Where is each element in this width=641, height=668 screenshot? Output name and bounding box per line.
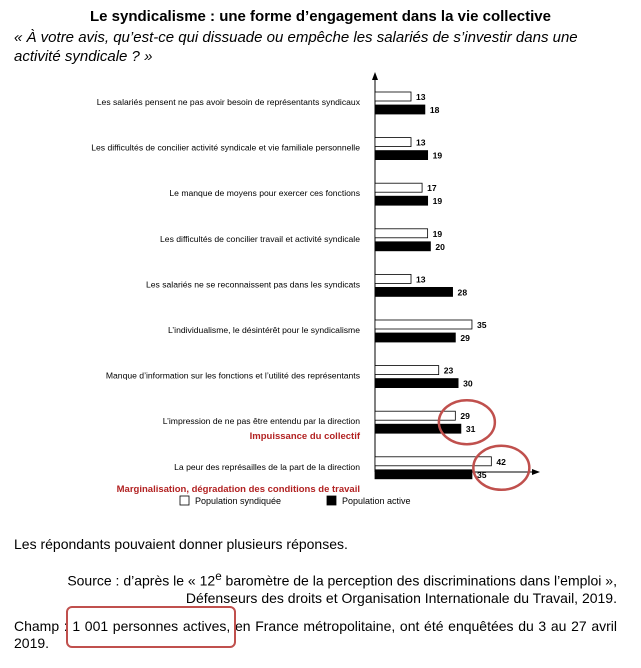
bar-active	[375, 151, 428, 160]
category-labels	[91, 97, 360, 472]
data-label: 28	[457, 287, 468, 298]
category-label: Le manque de moyens pour exercer ces fonctions	[169, 188, 360, 199]
annotation-label: Impuissance du collectif	[249, 431, 360, 443]
category-label: L’impression de ne pas être entendu par la direction	[162, 416, 360, 427]
bar-syndiquee	[375, 320, 472, 329]
data-label: 17	[427, 183, 437, 194]
bar-active	[375, 242, 430, 251]
data-label: 13	[416, 92, 426, 102]
data-label: 19	[432, 196, 443, 207]
data-label: 19	[432, 150, 443, 161]
legend-label: Population syndiquée	[195, 496, 282, 506]
category-label: Les salariés pensent ne pas avoir besoin de représentants syndicaux	[96, 97, 360, 107]
data-label: 23	[443, 365, 454, 376]
bar-syndiquee	[375, 274, 411, 283]
bar-active	[375, 287, 453, 296]
source-text	[14, 568, 617, 607]
highlight-circle	[473, 446, 529, 490]
bar-active	[375, 379, 458, 388]
bar-active	[375, 333, 455, 342]
bar-syndiquee	[375, 92, 411, 101]
data-label: 18	[429, 105, 440, 115]
bar-syndiquee	[375, 366, 439, 375]
data-label: 35	[476, 469, 487, 480]
source-prefix: Source : d’après le « 12	[67, 572, 216, 589]
page-title: Le syndicalisme : une forme d’engagement dans la vie collective	[90, 8, 551, 25]
chart-question: « À votre avis, qu’est-ce qui dissuade ou empêche les salariés de s’investir dans une activité syndicale ? »	[14, 29, 578, 65]
category-label: Manque d’information sur les fonctions et l’utilité des représentants	[105, 370, 360, 381]
data-label: 20	[435, 241, 445, 252]
data-label: 13	[416, 274, 426, 285]
source-rest: baromètre de la perception des discriminations dans l’emploi », Défenseurs des droits et Organisation Internationale du Travail, 2019.	[185, 572, 617, 606]
bar-syndiquee	[375, 229, 428, 238]
bar-active	[375, 424, 461, 433]
bar-syndiquee	[375, 138, 411, 147]
category-label: La peur des représailles de la part de la direction	[174, 461, 360, 472]
category-label: Les difficultés de concilier travail et activité syndicale	[160, 233, 360, 244]
data-label: 29	[460, 333, 470, 343]
champ-rest: en France métropolitaine, ont été enquêtées du 3 au 27 avril 2019.	[14, 618, 618, 651]
bar-active	[375, 105, 425, 114]
data-label: 29	[460, 411, 470, 422]
source-superscript: e	[215, 570, 222, 583]
category-label: Les difficultés de concilier activité syndicale et vie familiale personnelle	[91, 142, 360, 153]
category-label: L’individualisme, le désintérêt pour le syndicalisme	[167, 325, 360, 335]
bar-active	[375, 470, 472, 479]
data-label: 31	[465, 424, 476, 435]
chart-legend	[180, 496, 411, 506]
bar-syndiquee	[375, 183, 422, 192]
bar-chart	[0, 66, 641, 526]
highlight-box	[66, 606, 236, 648]
legend-label: Population active	[342, 496, 411, 506]
data-label: 35	[476, 320, 487, 330]
y-axis-arrow	[372, 72, 378, 80]
highlight-circle	[439, 400, 495, 444]
category-label: Les salariés ne se reconnaissent pas dans les syndicats	[145, 279, 360, 290]
data-label: 13	[416, 137, 426, 148]
legend-swatch-syndiquee	[180, 496, 189, 505]
bar-active	[375, 196, 428, 205]
data-label: 30	[463, 378, 473, 389]
footnote: Les répondants pouvaient donner plusieurs réponses.	[14, 536, 348, 552]
data-label: 19	[432, 228, 443, 239]
x-axis-arrow	[532, 469, 540, 475]
champ-label: Champ :	[14, 618, 73, 634]
annotation-label: Marginalisation, dégradation des conditions de travail	[116, 483, 360, 495]
data-label: 42	[496, 456, 506, 467]
bar-syndiquee	[375, 411, 455, 420]
champ-highlight: 1 001 personnes actives,	[72, 618, 231, 634]
legend-swatch-active	[327, 496, 336, 505]
value-labels	[416, 92, 506, 480]
